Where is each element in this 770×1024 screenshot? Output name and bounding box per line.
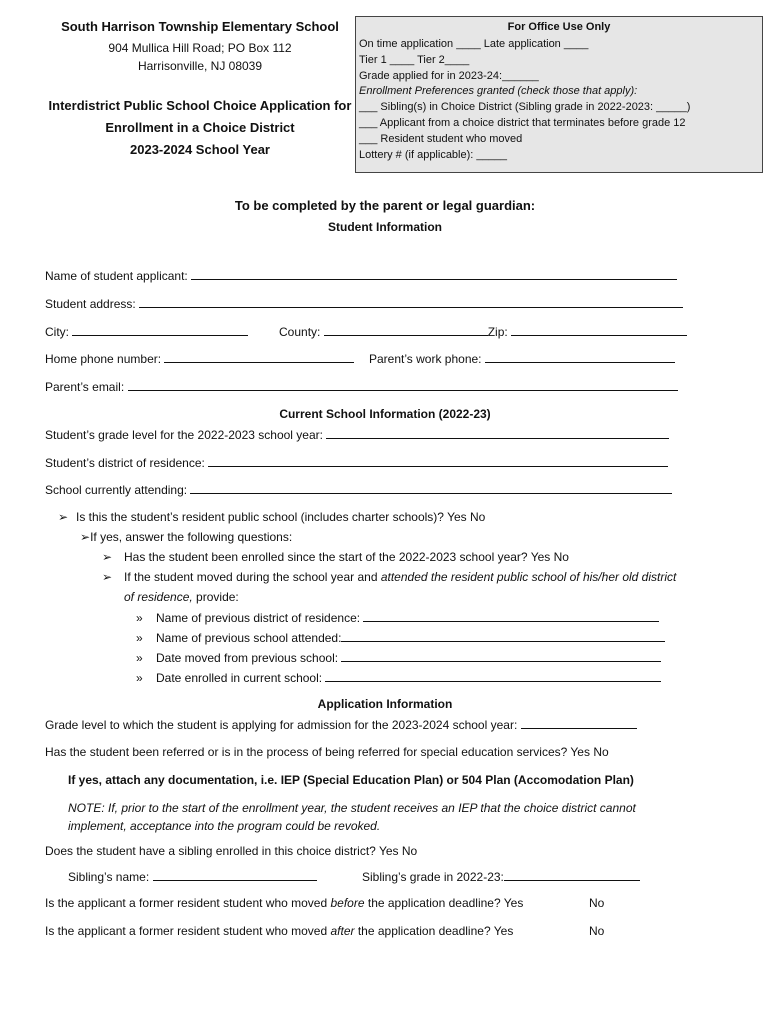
current-grade-field[interactable]: [326, 427, 669, 439]
form-title-line2: Enrollment in a Choice District: [105, 120, 295, 135]
parent-email-label: Parent’s email:: [45, 380, 125, 394]
former-before-question: [45, 896, 523, 910]
home-phone-field[interactable]: [164, 351, 354, 363]
city-label: City:: [45, 325, 69, 339]
prev-district-row: [136, 610, 659, 625]
office-heading: For Office Use Only: [507, 21, 611, 33]
parent-instructions-heading: To be completed by the parent or legal guardian:: [234, 198, 536, 213]
prev-school-field[interactable]: [341, 630, 665, 642]
sibling-grade-field[interactable]: [504, 869, 640, 881]
current-school-row: [45, 482, 672, 497]
county-row: [279, 324, 687, 339]
grade-applying-label: Grade level to which the student is applying for admission for the 2023-2024 school year:: [45, 718, 518, 732]
sibling-name-label: Sibling’s name:: [68, 870, 150, 884]
moved-question-emphasis: attended the resident public school of his/her old district: [380, 570, 677, 584]
school-name: South Harrison Township Elementary School: [61, 19, 339, 34]
moved-question-provide: provide:: [192, 590, 239, 604]
if-yes-instruction-text: If yes, answer the following questions:: [90, 530, 293, 544]
district-residence-field[interactable]: [208, 455, 668, 467]
arrow-bullet-icon: ➢: [80, 530, 91, 544]
student-address-field[interactable]: [139, 296, 683, 308]
former-before-tail: the application deadline? Yes: [364, 896, 524, 910]
grade-applying-field[interactable]: [521, 717, 637, 729]
if-yes-instruction: [80, 530, 292, 544]
sibling-grade-label: Sibling’s grade in 2022-23:: [362, 870, 504, 884]
parent-email-field[interactable]: [128, 379, 678, 391]
student-info-heading: Student Information: [328, 220, 442, 234]
grade-applying-row: [45, 717, 637, 732]
county-label: County:: [279, 325, 321, 339]
former-after-emphasis: after: [330, 924, 355, 938]
double-chevron-icon: »: [136, 631, 143, 645]
double-chevron-icon: »: [136, 651, 143, 665]
former-after-question: [45, 924, 513, 938]
date-enrolled-row: [136, 670, 661, 685]
district-residence-row: [45, 455, 668, 470]
office-line-tier: Tier 1 ____ Tier 2____: [359, 54, 470, 66]
date-moved-row: [136, 650, 661, 665]
former-after-no: No: [589, 924, 605, 938]
office-line-preferences: Enrollment Preferences granted (check those that apply):: [359, 85, 638, 97]
special-ed-question: Has the student been referred or is in the process of being referred for special education services? Yes No: [45, 745, 609, 759]
prev-school-row: [136, 630, 665, 645]
resident-school-question: [58, 510, 485, 524]
application-info-heading: Application Information: [317, 697, 453, 711]
office-line-lottery: Lottery # (if applicable): _____: [359, 149, 507, 161]
zip-field[interactable]: [511, 324, 687, 336]
student-address-row: [45, 296, 683, 311]
double-chevron-icon: »: [136, 611, 143, 625]
attach-documentation-note: If yes, attach any documentation, i.e. IEP (Special Education Plan) or 504 Plan (Accomodation Plan): [68, 773, 634, 787]
date-enrolled-field[interactable]: [325, 670, 661, 682]
work-phone-field[interactable]: [485, 351, 675, 363]
prev-district-label: Name of previous district of residence:: [156, 611, 361, 625]
moved-question-residence: of residence,: [124, 590, 193, 604]
arrow-bullet-icon: ➢: [102, 570, 113, 584]
current-school-field[interactable]: [190, 482, 672, 494]
sibling-grade-row: [362, 869, 640, 884]
work-phone-label: Parent’s work phone:: [369, 352, 482, 366]
sibling-name-field[interactable]: [153, 869, 317, 881]
current-grade-row: [45, 427, 669, 442]
date-moved-field[interactable]: [341, 650, 661, 662]
enrolled-since-question-text: Has the student been enrolled since the start of the 2022-2023 school year? Yes No: [124, 550, 569, 564]
office-line-sibling: ___ Sibling(s) in Choice District (Sibling grade in 2022-2023: _____): [359, 101, 691, 113]
office-line-grade: Grade applied for in 2023-24:______: [359, 70, 539, 82]
moved-question: [102, 570, 676, 584]
school-address-line1: 904 Mullica Hill Road; PO Box 112: [108, 41, 292, 55]
former-before-text: Is the applicant a former resident student who moved: [45, 896, 331, 910]
student-name-row: [45, 268, 677, 283]
sibling-question: Does the student have a sibling enrolled in this choice district? Yes No: [45, 844, 418, 858]
prev-district-field[interactable]: [363, 610, 659, 622]
enrolled-since-question: [102, 550, 569, 564]
current-school-heading: Current School Information (2022-23): [279, 407, 491, 421]
city-field[interactable]: [72, 324, 248, 336]
arrow-bullet-icon: ➢: [58, 510, 69, 524]
city-row: [45, 324, 248, 339]
former-after-text: Is the applicant a former resident student who moved: [45, 924, 331, 938]
resident-school-question-text: Is this the student’s resident public school (includes charter schools)? Yes No: [76, 510, 486, 524]
arrow-bullet-icon: ➢: [102, 550, 113, 564]
iep-note-line1: NOTE: If, prior to the start of the enrollment year, the student receives an IEP that the choice district cannot: [68, 801, 636, 815]
prev-school-label: Name of previous school attended:: [156, 631, 342, 645]
sibling-name-row: [68, 869, 317, 884]
former-after-tail: the application deadline? Yes: [354, 924, 514, 938]
office-line-timing: On time application ____ Late application ____: [359, 38, 589, 50]
county-field[interactable]: [324, 324, 488, 336]
student-address-label: Student address:: [45, 297, 136, 311]
student-name-field[interactable]: [191, 268, 677, 280]
office-use-box: [355, 16, 763, 173]
home-phone-label: Home phone number:: [45, 352, 162, 366]
office-line-resident-moved: ___ Resident student who moved: [359, 133, 523, 145]
moved-question-text: If the student moved during the school year and: [124, 570, 381, 584]
current-grade-label: Student’s grade level for the 2022-2023 school year:: [45, 428, 323, 442]
work-phone-row: [369, 351, 675, 366]
district-residence-label: Student’s district of residence:: [45, 456, 205, 470]
form-title-line3: 2023-2024 School Year: [130, 142, 270, 157]
zip-label: Zip:: [487, 325, 508, 339]
student-name-label: Name of student applicant:: [45, 269, 188, 283]
double-chevron-icon: »: [136, 671, 143, 685]
school-address-line2: Harrisonville, NJ 08039: [137, 59, 263, 73]
office-line-choice-district: ___ Applicant from a choice district that terminates before grade 12: [359, 117, 686, 129]
current-school-label: School currently attending:: [45, 483, 188, 497]
home-phone-row: [45, 351, 354, 366]
date-enrolled-label: Date enrolled in current school:: [156, 671, 323, 685]
former-before-emphasis: before: [330, 896, 365, 910]
iep-note-line2: implement, acceptance into the program could be revoked.: [68, 819, 381, 833]
date-moved-label: Date moved from previous school:: [156, 651, 339, 665]
form-title-line1: Interdistrict Public School Choice Application for: [48, 98, 352, 113]
former-before-no: No: [589, 896, 605, 910]
parent-email-row: [45, 379, 678, 394]
moved-question-continuation: [124, 590, 239, 604]
